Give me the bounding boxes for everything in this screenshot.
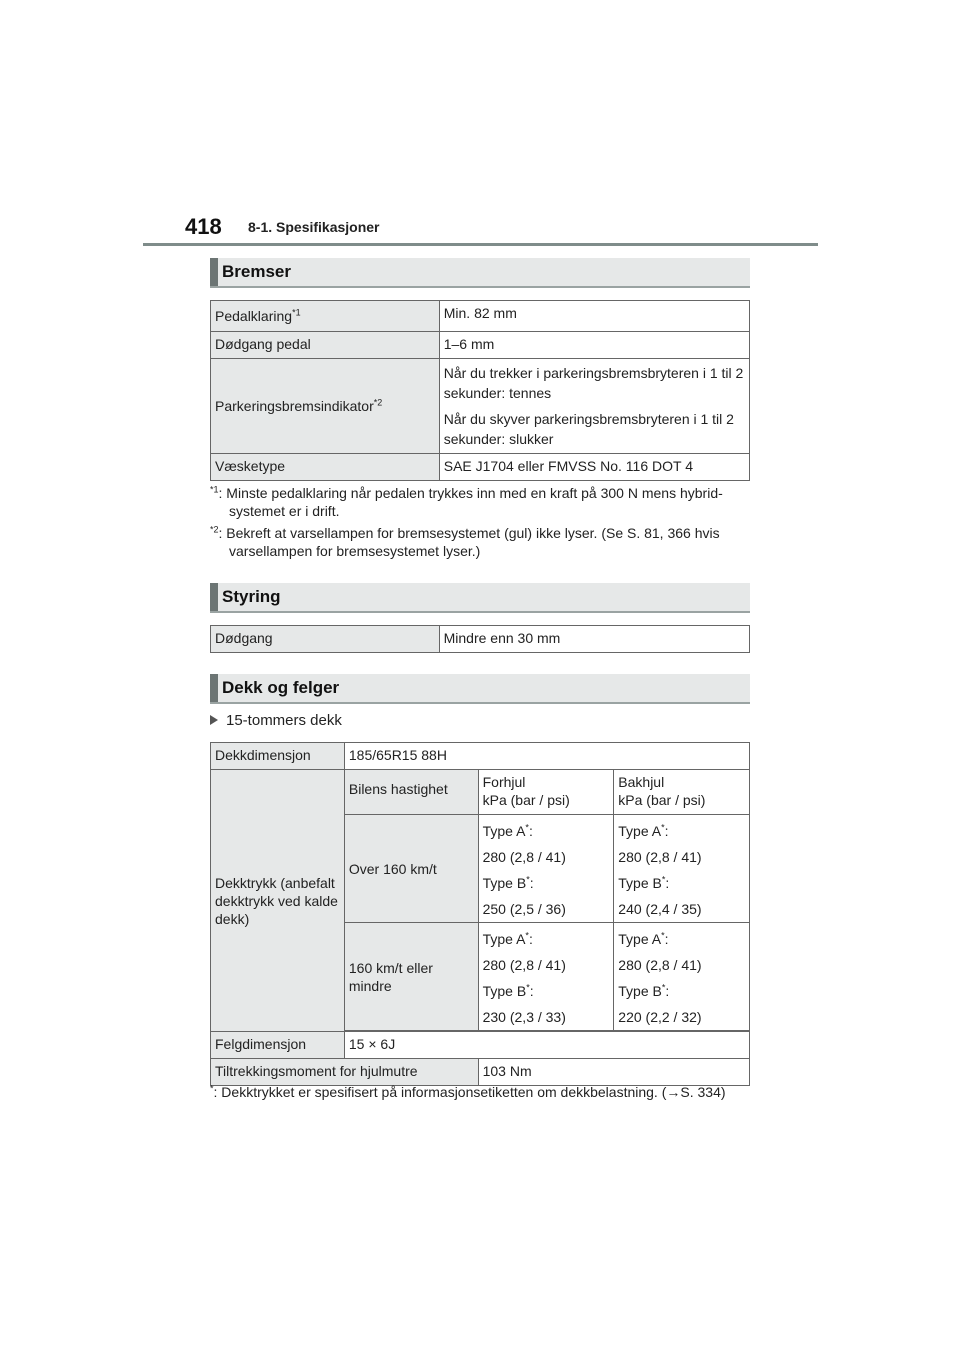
row-value: 1–6 mm [439, 332, 749, 359]
row-value: 185/65R15 88H [344, 743, 749, 770]
page-number: 418 [185, 214, 222, 239]
section-header-bremser [210, 258, 750, 288]
row-value: 103 Nm [478, 1059, 749, 1086]
header-rule [143, 243, 818, 246]
row-label: Væsketype [211, 454, 440, 481]
row-label: Dødgang [211, 626, 440, 653]
brakes-table [210, 300, 750, 481]
row-label: Dekkdimensjon [211, 743, 345, 770]
section-header-bar [210, 674, 218, 702]
footnote-2: $^{*2}$: Bekreft at varsellampen for bremsesystemet (gul) ikke lyser. (Se S. 81, 366 hvis varsellampen for bremsesystemet lyser.) [210, 524, 720, 559]
row-value: 15 × 6J [344, 1032, 749, 1059]
front-pressure: Type A*: 280 (2,8 / 41) Type B*: 250 (2,5 / 36) [478, 815, 614, 923]
row-label: Felgdimensjon [211, 1032, 345, 1059]
rear-header: Bakhjul kPa (bar / psi) [614, 770, 750, 815]
pressure-label: Dekktrykk (anbefalt dekktrykk ved kalde dekk) [211, 770, 345, 1032]
bullet-item: 15-tommers dekk [210, 712, 342, 729]
table-row [211, 454, 750, 481]
tires-table [210, 742, 750, 1086]
row-label: Tiltrekkingsmoment for hjulmutre [211, 1059, 479, 1086]
triangle-bullet-icon [210, 715, 218, 725]
steering-table [210, 625, 750, 653]
footnote-1: $^{*1}$: Minste pedalklaring når pedalen trykkes inn med en kraft på 300 N mens hybrid- systemet er i drift. [210, 484, 723, 519]
row-value: Når du trekker i parkeringsbremsbryteren i 1 til 2 sekunder: tennes Når du skyver parkeringsbremsbryteren i 1 til 2 sekunder: slukker [439, 359, 749, 454]
table-row [211, 359, 750, 454]
table-row [211, 332, 750, 359]
row-label: Dødgang pedal [211, 332, 440, 359]
row-label: Pedalklaring$^{*1}$ [211, 301, 440, 332]
table-row [211, 1032, 750, 1059]
tire-footnote: *: Dekktrykket er spesifisert på informasjonsetiketten om dekkbelastning. (→S. 334) [210, 1083, 726, 1100]
speed-value: Over 160 km/t [344, 815, 478, 923]
front-header: Forhjul kPa (bar / psi) [478, 770, 614, 815]
rear-pressure: Type A*: 280 (2,8 / 41) Type B*: 220 (2,2 / 32) [614, 923, 750, 1031]
section-header-bar [210, 583, 218, 611]
table-row [211, 770, 750, 815]
table-row [211, 301, 750, 332]
front-pressure: Type A*: 280 (2,8 / 41) Type B*: 230 (2,3 / 33) [478, 923, 614, 1031]
table-row [211, 626, 750, 653]
section-header-title: Styring [222, 587, 281, 606]
section-header-title: Dekk og felger [222, 678, 340, 697]
section-title: 8-1. Spesifikasjoner [248, 219, 380, 235]
row-value: Mindre enn 30 mm [439, 626, 749, 653]
table-row [211, 743, 750, 770]
row-value: SAE J1704 eller FMVSS No. 116 DOT 4 [439, 454, 749, 481]
section-header-dekk [210, 674, 750, 704]
section-header-bar [210, 258, 218, 286]
section-header-styring [210, 583, 750, 613]
row-label: Parkeringsbremsindikator$^{*2}$ [211, 359, 440, 454]
speed-header: Bilens hastighet [344, 770, 478, 815]
section-header-title: Bremser [222, 262, 291, 281]
row-value: Min. 82 mm [439, 301, 749, 332]
table-row [211, 1059, 750, 1086]
speed-value: 160 km/t eller mindre [344, 923, 478, 1031]
rear-pressure: Type A*: 280 (2,8 / 41) Type B*: 240 (2,4 / 35) [614, 815, 750, 923]
